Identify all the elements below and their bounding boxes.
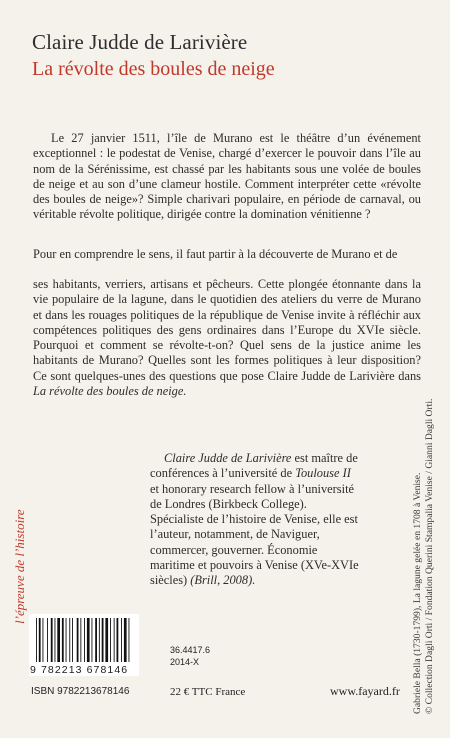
summary-text: ses habitants, verriers, artisans et pêcheurs. Cette plongée étonnante dans la vie populaire de la lagune, dans le quotidien des ateliers du verre de Murano et dans les rouages politiques de la république de Venise invite à réfléchir aux compétences politiques des gens ordinaires dans l’Europe du XVIe siècle. Pourquoi et comment se révolte-t-on? Quel sens de la justice anime les habitants de Murano? Quelles sont les formes politiques à leur disposition? Ce sont quelques-unes des questions que pose Claire Judde de Larivière dans <box>33 277 421 383</box>
barcode-bar <box>105 618 108 662</box>
barcode-bar <box>43 618 44 662</box>
barcode-bar <box>62 618 64 662</box>
barcode-bar <box>110 618 111 662</box>
barcode-bar <box>114 618 115 662</box>
barcode-bar <box>36 618 37 662</box>
barcode-bar <box>87 618 90 662</box>
bio-publisher: (Brill, 2008). <box>187 573 256 588</box>
barcode-bar <box>99 618 100 662</box>
bio-university: Toulouse II <box>295 466 351 481</box>
credit-line-1: Gabriele Bella (1730-1799), La lagune gelée en 1708 à Venise. <box>412 472 423 714</box>
publisher-code: 36.4417.6 <box>170 645 211 655</box>
author-bio <box>150 451 362 589</box>
credit-line-2: © Collection Dagli Orti / Fondation Querini Stampalia Venise / Gianni Dagli Orti. <box>424 398 435 714</box>
barcode-bar <box>77 618 79 662</box>
summary-paragraph-2-start: Pour en comprendre le sens, il faut partir à la découverte de Murano et de <box>33 247 398 261</box>
barcode-bar <box>39 618 41 662</box>
summary-paragraph-1: Le 27 janvier 1511, l’île de Murano est le théâtre d’un événement exceptionnel : le podestat de Venise, chargé d’exercer le pouvoir dans l’île au nom de la Sérénissime, est chassé par les habitants sous une volée de boules de neige et au son d’une clameur hostile. Comment interpréter cette «révolte des boules de neige»? Simple charivari populaire, en période de carnaval, ou véritable révolte politique, dirigée contre la domination vénitienne ? <box>33 131 421 222</box>
barcode-bar <box>92 618 93 662</box>
barcode <box>34 618 134 666</box>
publisher-code-2: 2014-X <box>170 657 200 667</box>
barcode-bar <box>124 618 127 662</box>
barcode-bar <box>66 618 67 662</box>
barcode-bar <box>117 618 119 662</box>
image-credit <box>412 399 436 714</box>
barcode-bar <box>47 618 48 662</box>
author-name: Claire Judde de Larivière <box>32 30 248 54</box>
book-title: La révolte des boules de neige <box>32 58 275 80</box>
barcode-bar <box>129 618 130 662</box>
barcode-bar <box>55 618 56 662</box>
barcode-bar <box>80 618 81 662</box>
barcode-digits: 9 782213 678146 <box>30 664 129 676</box>
publisher-website: www.fayard.fr <box>330 684 400 698</box>
barcode-bar <box>95 618 97 662</box>
barcode-bar <box>121 618 122 662</box>
series-name: l’épreuve de l’histoire <box>12 509 27 624</box>
barcode-bar <box>84 618 85 662</box>
barcode-bar <box>51 618 53 662</box>
bio-author: Claire Judde de Larivière <box>164 451 292 465</box>
bio-text-2: et honorary research fellow à l’université de Londres (Birkbeck College). Spécialiste de l’histoire de Venise, elle est l’auteur, notamment, de <box>150 481 358 542</box>
barcode-bar <box>57 618 60 662</box>
summary-paragraph-2 <box>33 277 421 399</box>
price: 22 € TTC France <box>170 686 246 698</box>
summary-title-italic: La révolte des boules de neige. <box>33 384 187 399</box>
barcode-bar <box>69 618 70 662</box>
bio-book: Naviguer, commercer, gouverner. Économie maritime et pouvoirs à Venise (XVe-XVIe siècles) <box>150 527 359 588</box>
isbn: ISBN 9782213678146 <box>31 686 130 697</box>
barcode-bar <box>72 618 73 662</box>
barcode-bar <box>102 618 104 662</box>
bio-text-1: est maître de conférences à l’université de <box>150 451 358 481</box>
